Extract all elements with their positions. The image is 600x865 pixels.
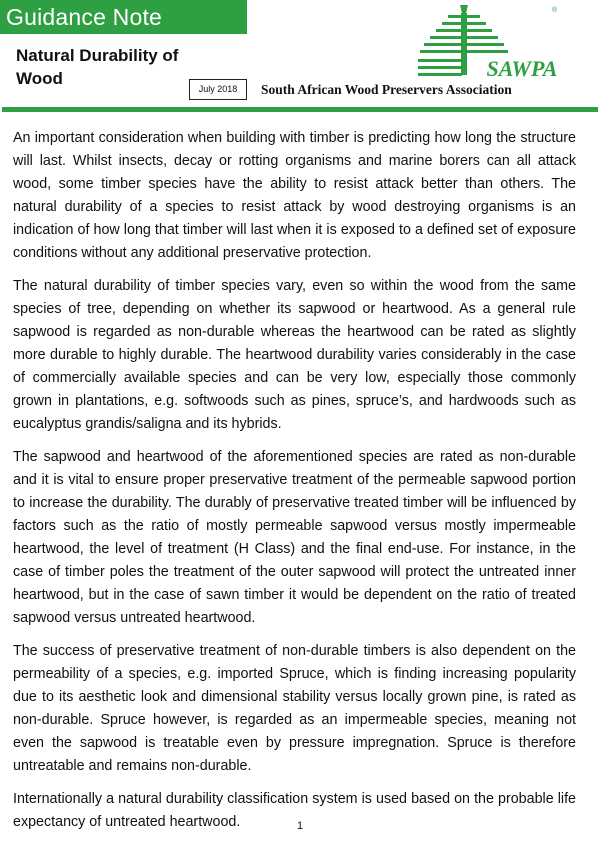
sawpa-logo: [418, 3, 562, 83]
paragraph: The natural durability of timber species vary, even so within the wood from the same species of tree, depending on whether its sapwood or heartwood. As a general rule sapwood is regarded as non-durable whereas the heartwood can be rated as slightly more durable to highly durable. The heartwood durability varies considerably in the case of commercially available species and can be very low, especially those commonly grown in plantations, e.g. softwoods such as pines, spruce’s, and hardwoods such as eucalyptus grandis/saligna and its hybrids.: [13, 278, 576, 432]
paragraph: An important consideration when building with timber is predicting how long the structure will last. Whilst insects, decay or rotting organisms and marine borers can all attack wood, some timber species have the ability to resist attack better than others. The natural durability of a species to resist attack by wood destroying organisms is an indication of how long that timber will last when it is exposed to a defined set of exposure conditions without any additional preservative protection.: [13, 130, 576, 261]
body-content: [13, 127, 576, 844]
guidance-note-banner: [0, 0, 247, 34]
date-badge: July 2018: [189, 79, 247, 100]
document-title: Natural Durability of Wood: [16, 46, 179, 88]
registered-mark: ®: [552, 7, 558, 14]
paragraph: Internationally a natural durability classification system is used based on the probable life expectancy of untreated heartwood.: [13, 791, 576, 830]
page-number: 1: [296, 820, 304, 832]
association-name: South African Wood Preservers Association: [261, 82, 512, 97]
banner-label: Guidance Note: [6, 4, 163, 30]
logo-wordmark: SAWPA: [486, 56, 558, 81]
header-divider: [2, 107, 598, 112]
document-header: [0, 0, 600, 118]
paragraph: The success of preservative treatment of non-durable timbers is also dependent on the permeability of a species, e.g. imported Spruce, which is finding increasing popularity due to its aesthetic look and dimensional stability versus locally grown pine, is rated as non-durable. Spruce however, is regarded as an impermeable species, meaning not even the sapwood is treatable even by pressure impregnation. Spruce is therefore untreatable and remains non-durable.: [13, 643, 576, 774]
paragraph: The sapwood and heartwood of the aforementioned species are rated as non-durable and it is vital to ensure proper preservative treatment of the permeable sapwood portion to increase the durability. The durably of preservative treated timber will be influenced by factors such as the ratio of mostly permeable sapwood versus mostly impermeable heartwood, the level of treatment (H Class) and the final end-use. For instance, in the case of timber poles the treatment of the outer sapwood will protect the untreated inner heartwood, but in the case of sawn timber it would be dependent on the ratio of treated sapwood versus untreated heartwood.: [13, 449, 576, 626]
